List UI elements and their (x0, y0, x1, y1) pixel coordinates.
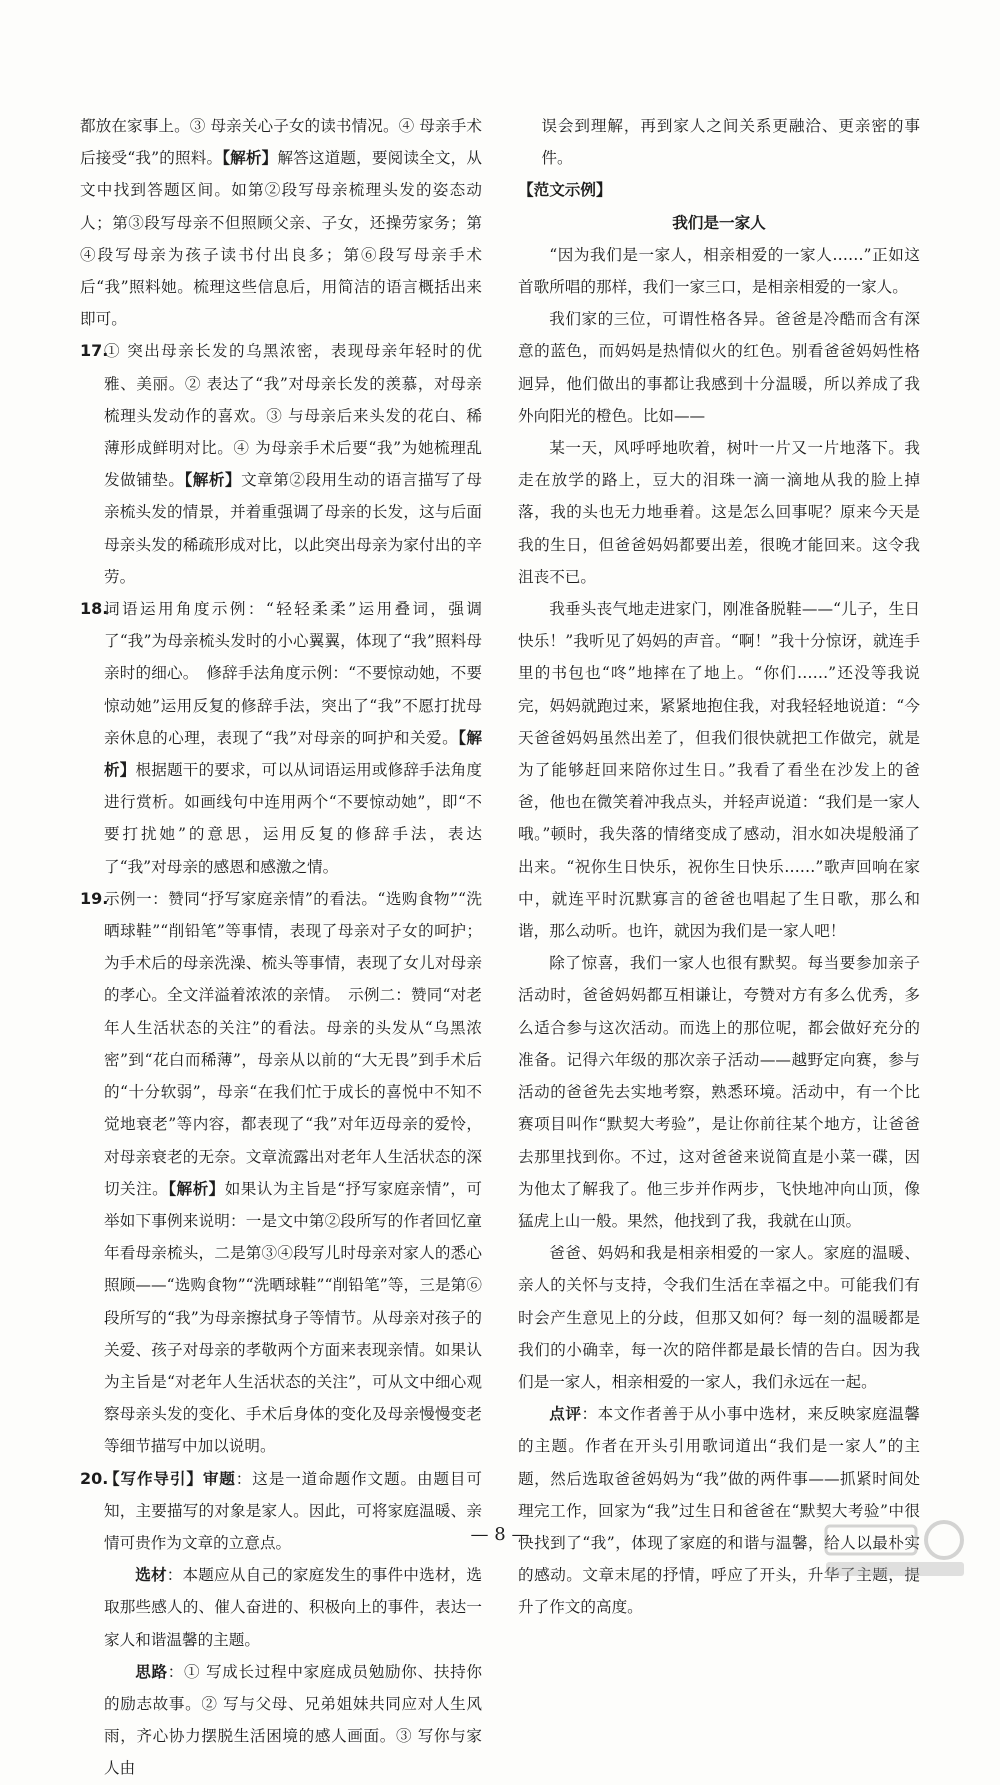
essay-paragraph: 爸爸、妈妈和我是相亲相爱的一家人。家庭的温暖、亲人的关怀与支持，令我们生活在幸福之中。可能我们有时会产生意见上的分歧，但那又如何？每一刻的温暖都是我们的小确幸，每一次的陪伴都是最长情的告白。因为我们是一家人，相亲相爱的一家人，我们永远在一起。 (518, 1244, 920, 1391)
answer-text: ：这是一道命题作文题。由题目可知，主要描写的对象是家人。因此，可将家庭温暖、亲情可贵作为文章的立意点。 (104, 1469, 482, 1552)
analysis-text: 根据题干的要求，可以从词语运用或修辞手法角度进行赏析。如画线句中连用两个“不要惊动她”，即“不要打扰她”的意思，运用反复的修辞手法，表达了“我”对母亲的感恩和感激之情。 (104, 761, 482, 876)
essay-paragraph: 某一天，风呼呼地吹着，树叶一片又一片地落下。我走在放学的路上，豆大的泪珠一滴一滴地从我的脸上掉落，我的头也无力地垂着。这是怎么回事呢？原来今天是我的生日，但爸爸妈妈都要出差，很晚才能回来。这令我沮丧不已。 (518, 439, 920, 586)
question-20 (80, 1463, 482, 1785)
watermark-logo-icon (820, 1516, 970, 1580)
writing-guide-tag: 【写作导引】 (104, 1469, 203, 1488)
answer-text: ① 突出母亲长发的乌黑浓密，表现母亲年轻时的优雅、美丽。② 表达了“我”对母亲长发的羡慕，对母亲梳理头发动作的喜欢。③ 与母亲后来头发的花白、稀薄形成鲜明对比。④ 为母亲手术后要“我”为她梳理乱发做铺垫。 (104, 342, 482, 490)
question-18 (80, 593, 482, 883)
analysis-text: 解答这道题，要阅读全文，从文中找到答题区间。如第②段写母亲梳理头发的姿态动人；第③段写母亲不但照顾父亲、子女，还操劳家务；第④段写母亲为孩子读书付出良多；第⑥段写母亲手术后“我”照料她。梳理这些信息后，用简洁的语言概括出来即可。 (80, 149, 482, 329)
answer-text: 词语运用角度示例：“轻轻柔柔”运用叠词，强调了“我”为母亲梳头发时的小心翼翼，体现了“我”照料母亲时的细心。 修辞手法角度示例：“不要惊动她，不要惊动她”运用反复的修辞手法，突出了“我”不愿打扰母亲休息的心理，表现了“我”对母亲的呵护和关爱。 (104, 600, 482, 747)
question-number: 20. (80, 1468, 109, 1488)
material-selection (104, 1559, 482, 1656)
question-20-continued: 误会到理解，再到家人之间关系更融洽、更亲密的事件。 (541, 117, 920, 168)
essay-paragraph: 我垂头丧气地走进家门，刚准备脱鞋——“儿子，生日快乐！”我听见了妈妈的声音。“啊！”我十分惊讶，就连手里的书包也“咚”地摔在了地上。“你们……”还没等我说完，妈妈就跑过来，紧紧地抱住我，对我轻轻地说道：“今天爸爸妈妈虽然出差了，但我们很快就把工作做完，就是为了能够赶回来陪你过生日。”我看了看坐在沙发上的爸爸，他也在微笑着冲我点头，并轻声说道：“我们是一家人哦。”顿时，我失落的情绪变成了感动，泪水如决堤般涌了出来。“祝你生日快乐，祝你生日快乐……”歌声回响在家中，就连平时沉默寡言的爸爸也唱起了生日歌，那么和谐，那么动听。也许，就因为我们是一家人吧！ (518, 600, 920, 941)
comment-label: 点评 (549, 1405, 582, 1424)
essay-paragraph: 我们家的三位，可谓性格各异。爸爸是冷酷而含有深意的蓝色，而妈妈是热情似火的红色。别看爸爸妈妈性格迥异，他们做出的事都让我感到十分温暖，所以养成了我外向阳光的橙色。比如—— (518, 310, 920, 425)
analysis-tag: 【解析】 (222, 149, 278, 168)
essay-comment (518, 1398, 920, 1623)
subhead-material: 选材 (135, 1566, 167, 1585)
page-number: — 8 — (470, 1524, 530, 1545)
question-17 (80, 335, 482, 593)
analysis-tag: 【解析】 (168, 1179, 225, 1198)
comment-text: ：本文作者善于从小事中选材，来反映家庭温馨的主题。作者在开头引用歌词道出“我们是一家人”的主题，然后选取爸爸妈妈为“我”做的两件事——抓紧时间处理完工作，回家为“我”过生日和爸爸在“默契大考验”中很快找到了“我”，体现了家庭的和谐与温馨，给人以最朴实的感动。文章末尾的抒情，呼应了开头，升华了主题，提升了作文的高度。 (518, 1405, 920, 1617)
essay-paragraph: “因为我们是一家人，相亲相爱的一家人……”正如这首歌所唱的那样，我们一家三口，是相亲相爱的一家人。 (518, 245, 920, 297)
analysis-tag: 【解析】 (184, 471, 242, 490)
essay-title: 我们是一家人 (672, 213, 766, 232)
question-number: 17. (80, 341, 109, 361)
approach (104, 1656, 482, 1785)
answer-text: 都放在家事上。③ 母亲关心子女的读书情况。④ 母亲手术后接受“我”的照料。 (80, 117, 482, 168)
question-number: 19. (80, 888, 109, 908)
answer-16-continued (80, 110, 482, 335)
right-column (518, 110, 920, 1624)
subhead-approach: 思路 (135, 1662, 168, 1681)
answer-text: ：① 写成长过程中家庭成员勉励你、扶持你的励志故事。② 写与父母、兄弟姐妹共同应对人生风雨，齐心协力摆脱生活困境的感人画面。③ 写你与家人由 (104, 1662, 482, 1778)
essay-paragraph: 除了惊喜，我们一家人也很有默契。每当要参加亲子活动时，爸爸妈妈都互相谦让，夸赞对方有多么优秀，多么适合参与这次活动。而选上的那位呢，都会做好充分的准备。记得六年级的那次亲子活动——越野定向赛，参与活动的爸爸先去实地考察，熟悉环境。活动中，有一个比赛项目叫作“默契大考验”，是让你前往某个地方，让爸爸去那里找到你。不过，这对爸爸来说简直是小菜一碟，因为他太了解我了。他三步并作两步，飞快地冲向山顶，像猛虎上山一般。果然，他找到了我，我就在山顶。 (518, 954, 920, 1230)
answer-text: 示例一：赞同“抒写家庭亲情”的看法。“选购食物”“洗晒球鞋”“削铅笔”等事情，表现了母亲对子女的呵护；为手术后的母亲洗澡、梳头等事情，表现了女儿对母亲的孝心。全文洋溢着浓浓的亲情。 示例二：赞同“对老年人生活状态的关注”的看法。母亲的头发从“乌黑浓密”到“花白而稀薄”，母亲从以前的“大无畏”到手术后的“十分软弱”，母亲“在我们忙于成长的喜悦中不知不觉地衰老”等内容，都表现了“我”对年迈母亲的爱怜，对母亲衰老的无奈。文章流露出对老年人生活状态的深切关注。 (104, 889, 482, 1198)
analysis-text: 如果认为主旨是“抒写家庭亲情”，可举如下事例来说明：一是文中第②段所写的作者回忆童年看母亲梳头，二是第③④段写儿时母亲对家人的悉心照顾——“选购食物”“洗晒球鞋”“削铅笔”等，三是第⑥段所写的“我”为母亲擦拭身子等情节。从母亲对孩子的关爱、孩子对母亲的孝敬两个方面来表现亲情。如果认为主旨是“对老年人生活状态的关注”，可从文中细心观察母亲头发的变化、手术后身体的变化及母亲慢慢变老等细节描写中加以说明。 (104, 1179, 482, 1456)
subhead-topic-review: 审题 (202, 1469, 236, 1488)
analysis-text: 文章第②段用生动的语言描写了母亲梳头发的情景，并着重强调了母亲的长发，这与后面母亲头发的稀疏形成对比，以此突出母亲为家付出的辛劳。 (104, 471, 482, 586)
analysis-tag: 【解析】 (104, 728, 482, 780)
question-19 (80, 883, 482, 1463)
answer-text: ：本题应从自己的家庭发生的事件中选材，选取那些感人的、催人奋进的、积极向上的事件，表达一家人和谐温馨的主题。 (104, 1566, 482, 1649)
sample-essay-heading: 【范文示例】 (518, 181, 612, 200)
question-number: 18. (80, 599, 109, 619)
